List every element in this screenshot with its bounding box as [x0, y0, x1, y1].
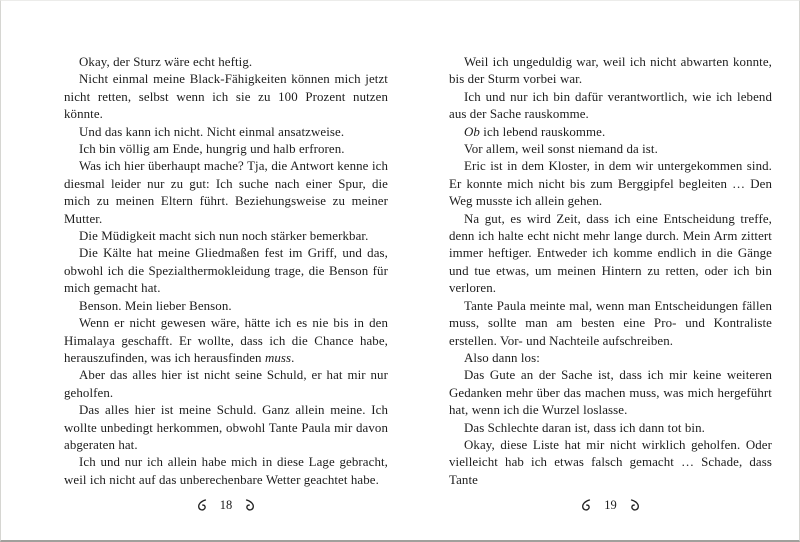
paragraph — [449, 350, 772, 367]
paragraph — [449, 141, 772, 158]
paragraph — [64, 315, 388, 367]
text-run: Vor allem, weil sonst niemand da ist. — [464, 142, 658, 157]
text-run: Und das kann ich nicht. Nicht einmal ansatzweise. — [79, 124, 345, 139]
text-run: Das Schlechte daran ist, dass ich dann tot bin. — [464, 420, 705, 435]
paragraph — [64, 71, 388, 123]
paragraph — [449, 298, 772, 350]
text-run: Ich und nur ich allein habe mich in diese Lage gebracht, weil ich nicht auf das unberechenbare Wetter geachtet habe. — [64, 455, 388, 487]
page-number-left: 18 — [219, 498, 233, 512]
text-run: Okay, diese Liste hat mir nicht wirklich geholfen. Oder vielleicht hab ich etwas falsch gemacht … Schade, dass Tante — [449, 437, 772, 487]
paragraph — [64, 367, 388, 402]
text-run-italic: Ob — [464, 124, 480, 139]
paragraph — [64, 245, 388, 297]
text-run: Die Kälte hat meine Gliedmaßen fest im Griff, und das, obwohl ich die Spezialthermokleidung trage, die Benson für mich gemacht hat. — [64, 246, 388, 296]
text-run: Aber das alles hier ist nicht seine Schuld, er hat mir nur geholfen. — [64, 368, 388, 400]
paragraph — [64, 298, 388, 315]
text-run: . — [291, 350, 295, 365]
paragraph — [449, 89, 772, 124]
page-right-footer — [449, 498, 772, 513]
text-run: Weil ich ungeduldig war, weil ich nicht abwarten konnte, bis der Sturm vorbei war. — [449, 55, 772, 87]
paragraph — [64, 402, 388, 454]
text-run: Nicht einmal meine Black-Fähigkeiten können mich jetzt nicht retten, selbst wenn ich sie zu 100 Prozent nutzen könnte. — [64, 72, 388, 122]
paragraph — [449, 420, 772, 437]
text-run: Ich und nur ich bin dafür verantwortlich, wie ich lebend aus der Sache rauskomme. — [449, 89, 772, 122]
text-run: Tante Paula meinte mal, wenn man Entscheidungen fällen muss, sollte man am besten eine Pro- und Kontraliste erstellen. Vor- und Nachteile aufschreiben. — [449, 298, 772, 348]
paragraph — [64, 454, 388, 489]
text-run-italic: muss — [264, 350, 292, 365]
text-run: Ich bin völlig am Ende, hungrig und halb erfroren. — [79, 142, 345, 157]
fleuron-right-icon — [245, 499, 256, 512]
text-run: Was ich hier überhaupt mache? Tja, die Antwort kenne ich diesmal leider nur zu gut: Ich suche nach einer Spur, die mich zu meinen Eltern führt. Beziehungsweise zu meiner Mutter. — [64, 159, 388, 226]
text-run: Die Müdigkeit macht sich nun noch stärker bemerkbar. — [79, 229, 369, 244]
text-run: Das Gute an der Sache ist, dass ich mir keine weiteren Gedanken mehr über das machen muss, was mich hergeführt hat, wenn ich die Wurzel loslasse. — [449, 368, 772, 418]
text-run: Benson. Mein lieber Benson. — [79, 298, 232, 313]
paragraph — [449, 211, 772, 298]
page-left-text — [64, 54, 388, 489]
page-number-right: 19 — [604, 498, 617, 512]
text-run: Na gut, es wird Zeit, dass ich eine Entscheidung treffe, denn ich halte echt nicht mehr lange durch. Mein Arm zittert immer heftiger. Entweder ich komme endlich in die Gänge und tue etwas, um meinen Hintern zu retten, oder ich bin verloren. — [449, 211, 772, 296]
fleuron-left-icon — [580, 499, 591, 512]
paragraph — [64, 54, 388, 71]
paragraph — [449, 54, 772, 89]
fleuron-left-icon — [196, 499, 207, 512]
page-right-text — [449, 54, 772, 489]
text-run: Das alles hier ist meine Schuld. Ganz allein meine. Ich wollte unbedingt herkommen, obwohl Tante Paula mir davon abgeraten hat. — [64, 403, 388, 452]
paragraph — [64, 228, 388, 245]
paragraph — [449, 437, 772, 489]
text-run: Also dann los: — [464, 350, 540, 365]
text-run: ich lebend rauskomme. — [479, 124, 606, 139]
page-left-footer — [64, 498, 388, 513]
text-run: Wenn er nicht gewesen wäre, hätte ich es nie bis in den Himalaya geschafft. Er wollte, dass ich die Chance habe, herauszufinden, was ich herausfinden — [64, 316, 388, 365]
paragraph — [449, 124, 772, 141]
paragraph — [449, 367, 772, 419]
fleuron-right-icon — [630, 499, 641, 512]
paragraph — [64, 141, 388, 158]
text-run: Okay, der Sturz wäre echt heftig. — [79, 55, 253, 69]
paragraph — [449, 158, 772, 210]
paragraph — [64, 158, 388, 228]
text-run: Eric ist in dem Kloster, in dem wir untergekommen sind. Er konnte mich nicht bis zum Berggipfel begleiten … Den Weg musste ich allein gehen. — [449, 159, 772, 209]
paragraph — [64, 124, 388, 141]
